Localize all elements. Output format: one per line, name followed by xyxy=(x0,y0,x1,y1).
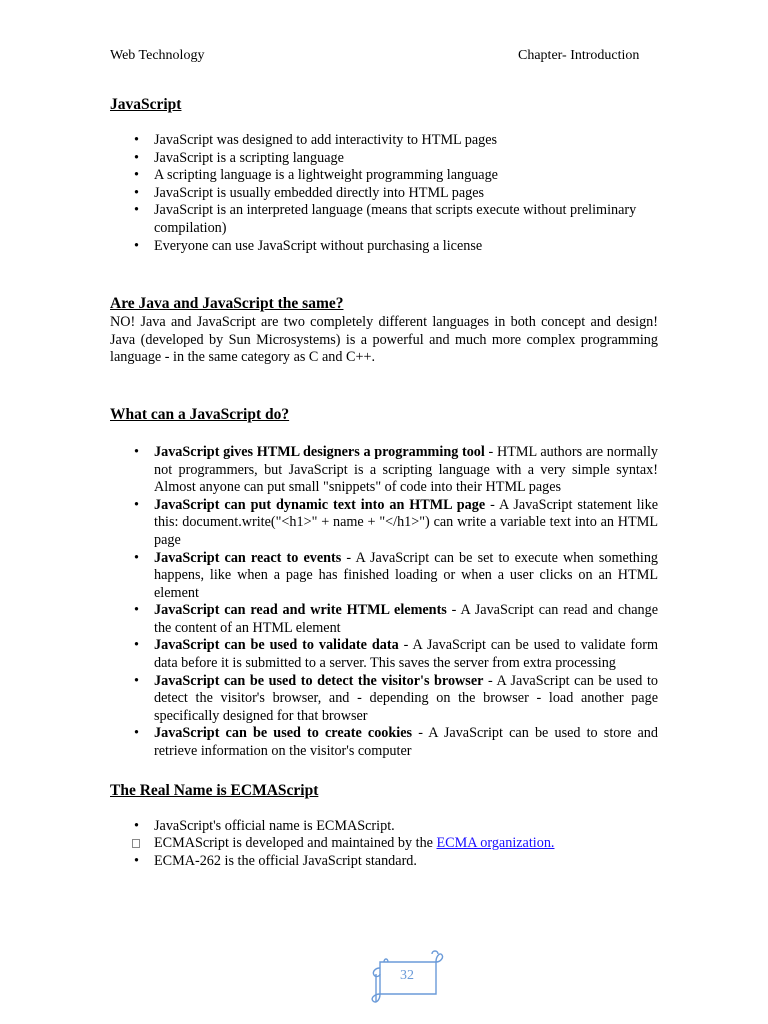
header-right: Chapter- Introduction xyxy=(518,48,640,63)
list-item xyxy=(154,497,658,550)
item-lead: JavaScript can be used to validate data xyxy=(154,637,399,654)
item-lead: JavaScript gives HTML designers a programming tool xyxy=(154,443,485,460)
list-item xyxy=(154,550,658,603)
list-item: • JavaScript is usually embedded directly into HTML pages xyxy=(154,185,658,203)
list-item xyxy=(154,673,658,726)
ecma-organization-link[interactable]: ECMA organization. xyxy=(436,835,555,852)
item-text: ECMAScript is developed and maintained by the xyxy=(154,835,437,852)
section-title-java-vs-javascript: Are Java and JavaScript the same? xyxy=(110,295,344,313)
list-item: • ECMA-262 is the official JavaScript standard. xyxy=(154,853,658,871)
item-lead: JavaScript can be used to create cookies xyxy=(154,725,413,742)
item-lead: JavaScript can put dynamic text into an HTML page xyxy=(154,496,486,513)
item-text: - A JavaScript can be set to execute when something happens, like when a page has finished loading or when a user clicks on an HTML element xyxy=(154,549,659,601)
item-text: - HTML authors are normally not programmers, but JavaScript is a scripting language with a very simple syntax! Almost anyone can put small "snippets" of code into their HTML pages xyxy=(154,443,659,496)
javascript-intro-list xyxy=(110,132,658,255)
section-title-what-can-javascript-do: What can a JavaScript do? xyxy=(110,405,290,423)
list-item: • JavaScript is an interpreted language (means that scripts execute without preliminary compilation) xyxy=(154,202,658,237)
list-item: • A scripting language is a lightweight programming language xyxy=(154,167,658,185)
item-lead: JavaScript can read and write HTML elements xyxy=(154,602,447,619)
item-lead: JavaScript can be used to detect the visitor's browser xyxy=(154,672,484,689)
list-item xyxy=(154,725,658,760)
section-title-javascript: JavaScript xyxy=(110,96,182,113)
page-number: 32 xyxy=(400,968,414,983)
ecmascript-list xyxy=(110,818,658,871)
section-title-ecmascript: The Real Name is ECMAScript xyxy=(110,781,319,799)
item-text: - A JavaScript can be used to detect the visitor's browser, and - depending on the browser - load another page specifically designed for that browser xyxy=(154,672,658,724)
item-text: - A JavaScript can read and change the content of an HTML element xyxy=(154,602,658,636)
list-item: • JavaScript is a scripting language xyxy=(154,150,658,168)
list-item: • Everyone can use JavaScript without purchasing a license xyxy=(154,238,658,256)
item-text: - A JavaScript can be used to store and retrieve information on the visitor's computer xyxy=(154,725,658,760)
page-content xyxy=(110,95,658,870)
item-text: - A JavaScript statement like this: document.write("<h1>" + name + "</h1>") can write a variable text into an HTML page xyxy=(154,496,658,548)
list-item xyxy=(154,835,658,853)
item-text: - A JavaScript can be used to validate form data before it is submitted to a server. This saves the server from extra processing xyxy=(154,637,658,672)
list-item: • JavaScript was designed to add interactivity to HTML pages xyxy=(154,132,658,150)
capabilities-list xyxy=(110,444,658,761)
list-item: • JavaScript's official name is ECMAScript. xyxy=(154,818,658,836)
section-paragraph: NO! Java and JavaScript are two completely different languages in both concept and design! Java (developed by Sun Microsystems) is a powerful and much more complex programming language - in the same category as C and C++. xyxy=(110,314,658,366)
list-item xyxy=(154,637,658,672)
list-item xyxy=(154,602,658,637)
list-item xyxy=(154,444,658,497)
item-lead: JavaScript can react to events xyxy=(154,549,342,566)
header-left: Web Technology xyxy=(110,48,205,63)
